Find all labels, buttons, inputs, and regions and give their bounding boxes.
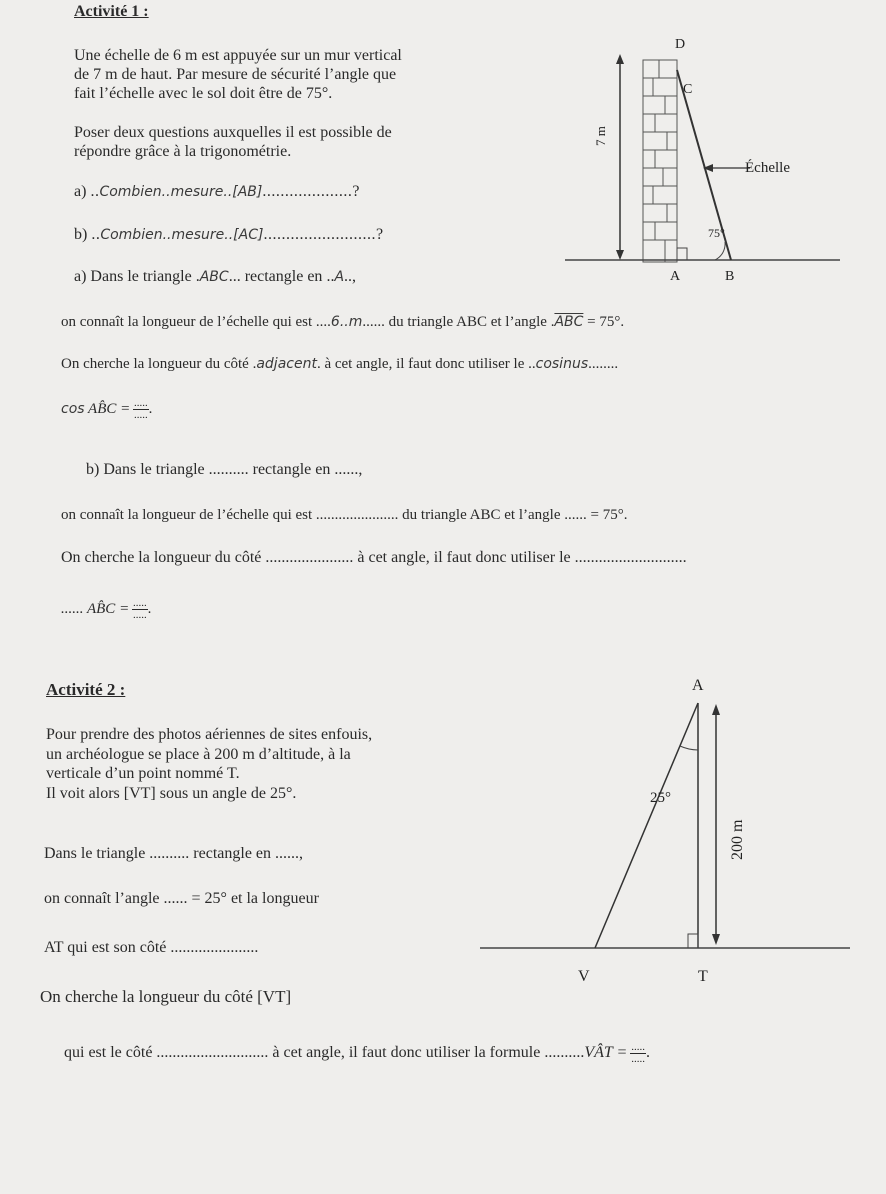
part-a-formula: cos AB̂C = $\frac{.....}{.....}$ . (61, 397, 153, 421)
activite2-connait: on connaît l’angle ...... = 25° et la longueur (44, 890, 319, 907)
part-b-cherche: On cherche la longueur du côté ...................... à cet angle, il faut donc utiliser le ............................ (61, 549, 687, 566)
part-b-triangle: b) Dans le triangle .......... rectangle en ......, (86, 461, 363, 478)
point-D-label: D (675, 37, 686, 52)
point-A2-label: A (692, 677, 704, 694)
activite1-title: Activité 1 : (74, 3, 149, 20)
answer-a-handwritten: Combien..mesure..[AB] (99, 184, 263, 200)
part-b-formula: ...... AB̂C = $\frac{.....}{.....}$ . (61, 597, 152, 621)
activite2-cherche: On cherche la longueur du côté [VT] (40, 987, 292, 1006)
angle-25-label: 25° (650, 790, 671, 806)
activite1-poser: Poser deux questions auxquelles il est possible de répondre grâce à la trigonométrie. (74, 124, 392, 160)
part-a-triangle: a) Dans le triangle .ABC... rectangle en ..A.., (74, 268, 357, 285)
activite1-intro: Une échelle de 6 m est appuyée sur un mur vertical de 7 m de haut. Par mesure de sécurité l’angle que fait l’échelle avec le sol doit être de 75°. (74, 47, 402, 102)
point-T-label: T (698, 968, 708, 985)
question-b: b) ..Combien..mesure..[AC].........................? (74, 226, 384, 243)
aerial-figure (480, 670, 860, 1000)
point-C-label: C (683, 82, 693, 97)
point-B-label: B (725, 269, 735, 284)
answer-b-handwritten: Combien..mesure..[AC] (100, 227, 264, 243)
activite2-triangle: Dans le triangle .......... rectangle en ......, (44, 845, 304, 862)
line-AV (595, 703, 698, 948)
part-a-connait: on connaît la longueur de l’échelle qui est ....6..m...... du triangle ABC et l’angle $.\overline{ABC} = 75^\circ$. (61, 314, 625, 330)
activite2-at: AT qui est son côté ...................... (44, 939, 259, 956)
activite2-intro: Pour prendre des photos aériennes de sites enfouis, un archéologue se place à 200 m d’altitude, à la verticale d’un point nommé T. Il voit alors [VT] sous un angle de 25°. (46, 726, 373, 802)
activite2-qui: qui est le côté ............................ à cet angle, il faut donc utiliser la formule ..........VÂT = $\frac{.....}{.....}$ . (64, 1041, 651, 1065)
altitude-label: 200 m (729, 819, 746, 860)
angle-75-label: 75° (708, 226, 725, 240)
wall-height-label: 7 m (593, 126, 608, 146)
point-V-label: V (578, 968, 590, 985)
question-a: a) ..Combien..mesure..[AB]....................? (74, 183, 360, 200)
ladder-figure (555, 30, 845, 290)
activite2-title: Activité 2 : (46, 680, 126, 699)
ladder-label: Échelle (745, 160, 790, 176)
point-A-label: A (670, 269, 681, 284)
part-a-cherche: On cherche la longueur du côté .adjacent. à cet angle, il faut donc utiliser le ..cosinus........ (61, 356, 619, 372)
part-b-connait: on connaît la longueur de l’échelle qui est ...................... du triangle ABC et l’angle ...... = 75°. (61, 507, 628, 523)
